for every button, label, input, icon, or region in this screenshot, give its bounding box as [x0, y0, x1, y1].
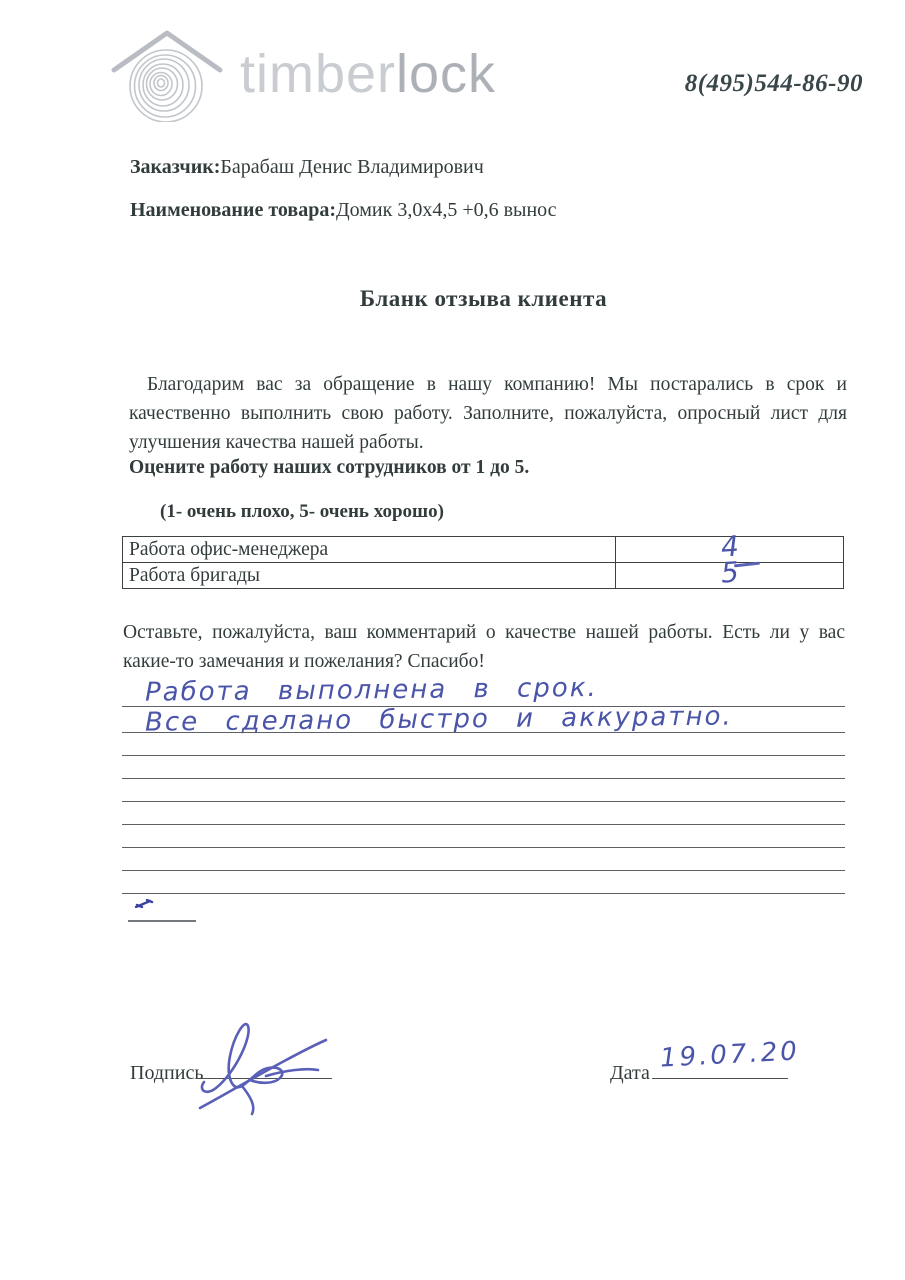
ruled-line	[122, 824, 845, 825]
pen-scribble-mark	[134, 899, 154, 908]
customer-value: Барабаш Денис Владимирович	[220, 156, 484, 178]
product-label: Наименование товара:	[130, 199, 336, 221]
customer-label: Заказчик:	[130, 156, 221, 178]
handwritten-comment-line: Работа выполнена в срок.	[144, 672, 598, 708]
ruled-line	[122, 870, 845, 871]
ruled-line	[122, 732, 845, 733]
ruled-line	[122, 778, 845, 779]
handwritten-comment-line: Все сделано быстро и аккуратно.	[144, 701, 733, 738]
rating-row-label: Работа бригады	[123, 563, 616, 589]
product-line	[130, 199, 557, 222]
tree-rings-house-icon	[108, 26, 226, 122]
short-ruled-line	[128, 920, 196, 922]
logo-wordmark	[240, 26, 496, 122]
comment-prompt: Оставьте, пожалуйста, ваш комментарий о качестве нашей работы. Есть ли у вас какие-то замечания и пожелания? Спасибо!	[123, 622, 845, 672]
intro-paragraph: Благодарим вас за обращение в нашу компанию! Мы постарались в срок и качественно выполнить свою работу. Заполните, пожалуйста, опросный лист для улучшения качества нашей работы.	[129, 374, 847, 453]
date-line	[652, 1078, 788, 1079]
table-row	[123, 563, 844, 589]
handwritten-rating: 4	[719, 529, 740, 564]
rating-table	[122, 529, 844, 590]
timberlock-logo	[108, 26, 496, 122]
handwritten-date: 19.07.20	[659, 1036, 801, 1074]
customer-line	[130, 156, 484, 179]
handwritten-rating: 5	[719, 555, 740, 590]
ruled-line	[122, 801, 845, 802]
product-value: Домик 3,0х4,5 +0,6 вынос	[335, 199, 557, 221]
ruled-line	[122, 706, 845, 707]
rating-row-label: Работа офис-менеджера	[123, 537, 616, 563]
rating-heading: Оцените работу наших сотрудников от 1 до 5.	[129, 457, 530, 478]
date-label: Дата	[610, 1062, 650, 1084]
ruled-line	[122, 755, 845, 756]
rating-scale-note: (1- очень плохо, 5- очень хорошо)	[160, 501, 444, 522]
logo-wordmark-dark: lock	[396, 44, 497, 104]
handwritten-signature	[190, 1012, 350, 1122]
company-phone: 8(495)544-86-90	[684, 70, 863, 97]
logo-wordmark-light: timber	[240, 44, 397, 104]
ruled-line	[122, 847, 845, 848]
ruled-line	[122, 893, 845, 894]
signature-label: Подпись	[130, 1062, 204, 1084]
rating-row-value-cell	[616, 555, 844, 590]
page-title: Бланк отзыва клиента	[359, 286, 608, 311]
